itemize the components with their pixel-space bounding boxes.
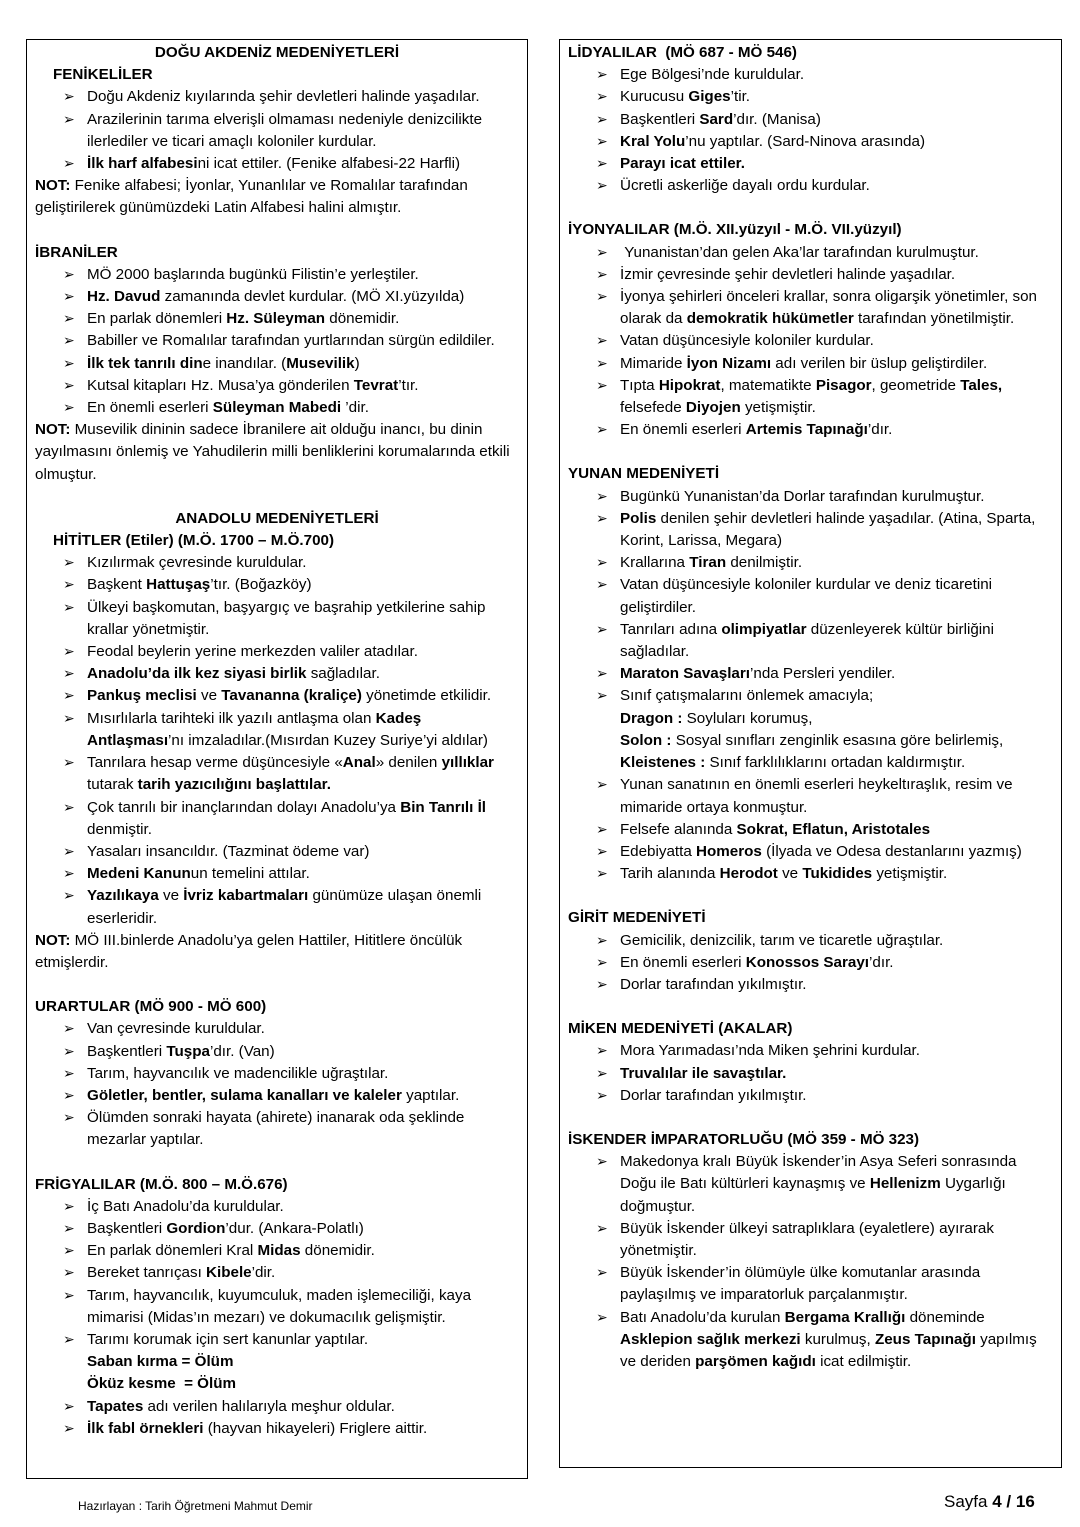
page-total: 16	[1015, 1492, 1035, 1511]
sub-item: Öküz kesme = Ölüm	[87, 1375, 236, 1393]
spacer	[35, 486, 519, 508]
bullet-item: ➢ Tıpta Hipokrat, matematikte Pisagor, geometride Tales, felsefede Diyojen yetişmiştir.	[568, 375, 1053, 419]
bullet-list	[35, 1018, 519, 1151]
bullet-item: ➢ Vatan düşüncesiyle koloniler kurdular.	[568, 330, 1053, 352]
bullet-item: ➢ Krallarına Tiran denilmiştir.	[568, 552, 1053, 574]
page-separator: /	[1006, 1492, 1012, 1511]
spacer	[35, 1152, 519, 1174]
bullet-item: ➢ İzmir çevresinde şehir devletleri halinde yaşadılar.	[568, 264, 1053, 286]
civilization-title: FENİKELİLER	[53, 66, 153, 84]
spacer	[35, 220, 519, 242]
bullet-item: ➢ Kurucusu Giges’tir.	[568, 86, 1053, 108]
bullet-list	[568, 1151, 1053, 1373]
left-column	[26, 39, 528, 1479]
bullet-list	[568, 1040, 1053, 1107]
page-current: 4	[992, 1492, 1002, 1511]
bullet-item: ➢ Tanrıları adına olimpiyatlar düzenleyerek kültür birliğini sağladılar.	[568, 619, 1053, 663]
footer-author: Hazırlayan : Tarih Öğretmeni Mahmut Demir	[78, 1499, 313, 1513]
civilization-title: İSKENDER İMPARATORLUĞU (MÖ 359 - MÖ 323)	[568, 1130, 920, 1148]
sub-item: Saban kırma = Ölüm	[87, 1353, 234, 1371]
bullet-item: ➢ Edebiyatta Homeros (İlyada ve Odesa destanlarını yazmış)	[568, 841, 1053, 863]
right-column	[559, 39, 1062, 1468]
bullet-item: ➢ Büyük İskender’in ölümüyle ülke komutanlar arasında paylaşılmış ve imparatorluk parçalanmıştır.	[568, 1262, 1053, 1306]
bullet-list	[568, 242, 1053, 442]
bullet-list	[35, 86, 519, 175]
civilization-title: HİTİTLER (Etiler) (M.Ö. 1700 – M.Ö.700)	[53, 532, 335, 550]
note-paragraph: NOT: Fenike alfabesi; İyonlar, Yunanlılar ve Romalılar tarafından geliştirilerek günümüzdeki Latin Alfabesi halini almıştır.	[35, 177, 468, 217]
spacer	[568, 996, 1053, 1018]
bullet-item: ➢ Tanrılara hesap verme düşüncesiyle «Anal» denilen yıllıklar tutarak tarih yazıcılığını başlattılar.	[35, 752, 519, 796]
bullet-item: ➢ Anadolu’da ilk kez siyasi birlik sağladılar.	[35, 663, 519, 685]
bullet-item: ➢ Yazılıkaya ve İvriz kabartmaları günümüze ulaşan önemli eserleridir.	[35, 885, 519, 929]
bullet-item: ➢ Ölümden sonraki hayata (ahirete) inanarak oda şeklinde mezarlar yaptılar.	[35, 1107, 519, 1151]
sub-item: Kleistenes : Sınıf farklılıklarını ortadan kaldırmıştır.	[620, 754, 966, 772]
bullet-item: ➢ Vatan düşüncesiyle koloniler kurdular ve deniz ticaretini geliştirdiler.	[568, 574, 1053, 618]
bullet-item: ➢ İç Batı Anadolu’da kuruldular.	[35, 1196, 519, 1218]
spacer	[568, 1107, 1053, 1129]
bullet-item: ➢ Hz. Davud zamanında devlet kurdular. (MÖ XI.yüzyılda)	[35, 286, 519, 308]
bullet-item: ➢ Bereket tanrıçası Kibele’dir.	[35, 1262, 519, 1284]
sub-item: Dragon : Soyluları korumuş,	[620, 709, 813, 727]
bullet-item: ➢ Göletler, bentler, sulama kanalları ve kaleler yaptılar.	[35, 1085, 519, 1107]
bullet-item: ➢ Mimaride İyon Nizamı adı verilen bir üslup geliştirdiler.	[568, 353, 1053, 375]
civilization-title: FRİGYALILAR (M.Ö. 800 – M.Ö.676)	[35, 1175, 288, 1193]
bullet-item: ➢ Ülkeyi başkomutan, başyargıç ve başrahip yetkilerine sahip krallar yönetmiştir.	[35, 597, 519, 641]
bullet-item: ➢ Başkentleri Sard’dır. (Manisa)	[568, 109, 1053, 131]
bullet-list	[35, 1196, 519, 1351]
civilization-title: MİKEN MEDENİYETİ (AKALAR)	[568, 1020, 793, 1038]
civilization-title: İBRANİLER	[35, 243, 118, 261]
bullet-item: ➢ Sınıf çatışmalarını önlemek amacıyla;	[568, 685, 1053, 707]
civilization-title: URARTULAR (MÖ 900 - MÖ 600)	[35, 998, 267, 1016]
bullet-item: ➢ Makedonya kralı Büyük İskender’in Asya Seferi sonrasında Doğu ile Batı kültürleri kaynaşmış ve Hellenizm Uygarlığı doğmuştur.	[568, 1151, 1053, 1218]
spacer	[568, 441, 1053, 463]
bullet-item: ➢ İyonya şehirleri önceleri krallar, sonra oligarşik yönetimler, son olarak da demokratik hükümetler tarafından yönetilmiştir.	[568, 286, 1053, 330]
bullet-item: ➢ Kızılırmak çevresinde kuruldular.	[35, 552, 519, 574]
bullet-item: ➢ Başkentleri Gordion’dur. (Ankara-Polatlı)	[35, 1218, 519, 1240]
bullet-item: ➢ Polis denilen şehir devletleri halinde yaşadılar. (Atina, Sparta, Korint, Larissa, Megara)	[568, 508, 1053, 552]
bullet-item: ➢ İlk tek tanrılı dine inandılar. (Musevilik)	[35, 353, 519, 375]
bullet-item: ➢ Ege Bölgesi’nde kuruldular.	[568, 64, 1053, 86]
section-heading: DOĞU AKDENİZ MEDENİYETLERİ	[154, 44, 400, 61]
spacer	[35, 974, 519, 996]
bullet-list	[35, 264, 519, 419]
bullet-item: ➢ Van çevresinde kuruldular.	[35, 1018, 519, 1040]
bullet-item: ➢ En parlak dönemleri Kral Midas dönemidir.	[35, 1240, 519, 1262]
bullet-item: ➢ Doğu Akdeniz kıyılarında şehir devletleri halinde yaşadılar.	[35, 86, 519, 108]
bullet-list	[568, 930, 1053, 997]
bullet-item: ➢ Başkent Hattuşaş’tır. (Boğazköy)	[35, 574, 519, 596]
bullet-item: ➢ Kutsal kitapları Hz. Musa’ya gönderilen Tevrat’tır.	[35, 375, 519, 397]
bullet-item: ➢ Tarım, hayvancılık ve madencilikle uğraştılar.	[35, 1063, 519, 1085]
bullet-item: ➢ Arazilerinin tarıma elverişli olmaması nedeniyle denizcilikte ilerlediler ve ticari amaçlı koloniler kurdular.	[35, 109, 519, 153]
bullet-list	[568, 774, 1053, 885]
bullet-item: ➢ En parlak dönemleri Hz. Süleyman dönemidir.	[35, 308, 519, 330]
page-number	[944, 1492, 1035, 1512]
bullet-item: ➢ Tapates adı verilen halılarıyla meşhur oldular.	[35, 1396, 519, 1418]
bullet-item: ➢ Ücretli askerliğe dayalı ordu kurdular.	[568, 175, 1053, 197]
note-paragraph: NOT: Musevilik dininin sadece İbranilere ait olduğu inancı, bu dinin yayılmasını önlemiş ve Yahudilerin milli benliklerini korumalarında etkili olmuştur.	[35, 421, 510, 483]
bullet-list	[568, 486, 1053, 708]
bullet-item: ➢ Bugünkü Yunanistan’da Dorlar tarafından kurulmuştur.	[568, 486, 1053, 508]
section-heading: ANADOLU MEDENİYETLERİ	[175, 509, 379, 527]
note-paragraph: NOT: MÖ III.binlerde Anadolu’ya gelen Hattiler, Hititlere öncülük etmişlerdir.	[35, 931, 463, 971]
bullet-item: ➢ Felsefe alanında Sokrat, Eflatun, Aristotales	[568, 819, 1053, 841]
bullet-item: ➢ Yunanistan’dan gelen Aka’lar tarafından kurulmuştur.	[568, 242, 1053, 264]
bullet-item: ➢ Dorlar tarafından yıkılmıştır.	[568, 974, 1053, 996]
civilization-title: YUNAN MEDENİYETİ	[568, 465, 720, 483]
bullet-item: ➢ Dorlar tarafından yıkılmıştır.	[568, 1085, 1053, 1107]
civilization-title: LİDYALILAR (MÖ 687 - MÖ 546)	[568, 44, 797, 61]
bullet-list	[35, 1396, 519, 1440]
bullet-list	[568, 64, 1053, 197]
bullet-item: ➢ Feodal beylerin yerine merkezden valiler atadılar.	[35, 641, 519, 663]
bullet-item: ➢ Başkentleri Tuşpa’dır. (Van)	[35, 1041, 519, 1063]
bullet-item: ➢ Büyük İskender ülkeyi satraplıklara (eyaletlere) ayırarak yönetmiştir.	[568, 1218, 1053, 1262]
bullet-list	[35, 552, 519, 929]
civilization-title: GİRİT MEDENİYETİ	[568, 909, 706, 927]
bullet-item: ➢ Mora Yarımadası’nda Miken şehrini kurdular.	[568, 1040, 1053, 1062]
bullet-item: ➢ Mısırlılarla tarihteki ilk yazılı antlaşma olan Kadeş Antlaşması’nı imzaladılar.(Mısırdan Kuzey Suriye’yi aldılar)	[35, 708, 519, 752]
bullet-item: ➢ Yunan sanatının en önemli eserleri heykeltıraşlık, resim ve mimaride ortaya konmuştur.	[568, 774, 1053, 818]
page-label: Sayfa	[944, 1492, 988, 1511]
bullet-item: ➢ Parayı icat ettiler.	[568, 153, 1053, 175]
sub-item: Solon : Sosyal sınıfları zenginlik esasına göre belirlemiş,	[620, 731, 1004, 749]
bullet-item: ➢ Gemicilik, denizcilik, tarım ve ticaretle uğraştılar.	[568, 930, 1053, 952]
bullet-item: ➢ Medeni Kanunun temelini attılar.	[35, 863, 519, 885]
bullet-item: ➢ Batı Anadolu’da kurulan Bergama Krallığı döneminde Asklepion sağlık merkezi kurulmuş, Zeus Tapınağı yapılmış ve deriden parşömen kağıdı icat edilmiştir.	[568, 1307, 1053, 1374]
bullet-item: ➢ Tarih alanında Herodot ve Tukidides yetişmiştir.	[568, 863, 1053, 885]
bullet-item: ➢ Maraton Savaşları’nda Persleri yendiler.	[568, 663, 1053, 685]
bullet-item: ➢ Truvalılar ile savaştılar.	[568, 1063, 1053, 1085]
bullet-item: ➢ Tarımı korumak için sert kanunlar yaptılar.	[35, 1329, 519, 1351]
bullet-item: ➢ Yasaları insancıldır. (Tazminat ödeme var)	[35, 841, 519, 863]
spacer	[568, 197, 1053, 219]
bullet-item: ➢ İlk harf alfabesini icat ettiler. (Fenike alfabesi-22 Harfli)	[35, 153, 519, 175]
bullet-item: ➢ Babiller ve Romalılar tarafından yurtlarından sürgün edildiler.	[35, 330, 519, 352]
bullet-item: ➢ Kral Yolu’nu yaptılar. (Sard-Ninova arasında)	[568, 131, 1053, 153]
bullet-item: ➢ En önemli eserleri Konossos Sarayı’dır.	[568, 952, 1053, 974]
bullet-item: ➢ Pankuş meclisi ve Tavananna (kraliçe) yönetimde etkilidir.	[35, 685, 519, 707]
bullet-item: ➢ İlk fabl örnekleri (hayvan hikayeleri) Friglere aittir.	[35, 1418, 519, 1440]
bullet-item: ➢ En önemli eserleri Süleyman Mabedi ’dir.	[35, 397, 519, 419]
bullet-item: ➢ MÖ 2000 başlarında bugünkü Filistin’e yerleştiler.	[35, 264, 519, 286]
spacer	[568, 885, 1053, 907]
bullet-item: ➢ Çok tanrılı bir inançlarından dolayı Anadolu’ya Bin Tanrılı İl denmiştir.	[35, 797, 519, 841]
bullet-item: ➢ En önemli eserleri Artemis Tapınağı’dır.	[568, 419, 1053, 441]
bullet-item: ➢ Tarım, hayvancılık, kuyumculuk, maden işlemeciliği, kaya mimarisi (Midas’ın mezarı) ve dokumacılık gelişmiştir.	[35, 1285, 519, 1329]
civilization-title: İYONYALILAR (M.Ö. XII.yüzyıl - M.Ö. VII.yüzyıl)	[568, 221, 902, 239]
